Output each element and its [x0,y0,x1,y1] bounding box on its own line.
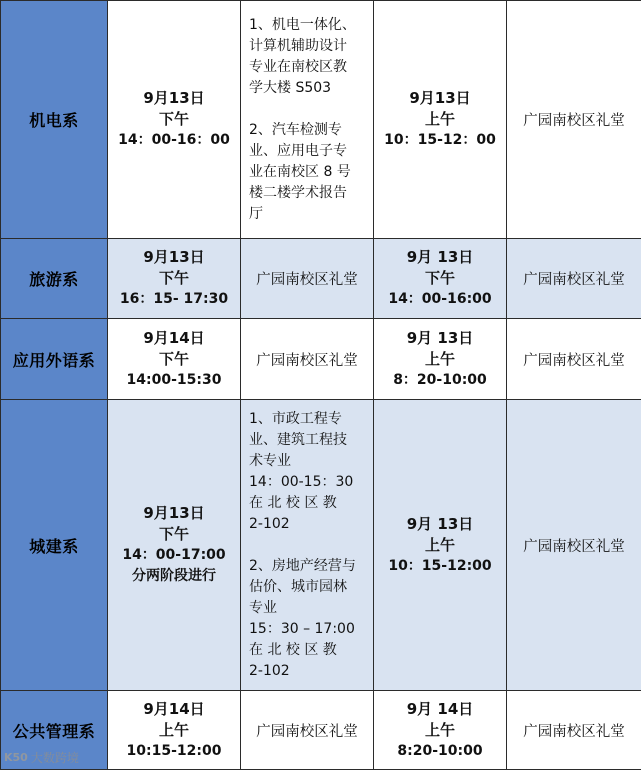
location-line: 业、建筑工程技 [249,431,347,448]
session-time-2 [374,691,507,770]
period: 下午 [424,269,455,287]
table-row [1,1,641,239]
location-line: 估价、城市园林 [249,578,347,595]
session-time [108,400,241,691]
session-location-2: 广园南校区礼堂 [507,691,641,770]
time-range: 14:00-15:30 [126,371,222,388]
department-name: 城建系 [1,400,108,691]
time-range: 10：15-12:00 [388,557,492,574]
date: 9月13日 [143,248,205,266]
session-location [241,400,374,691]
period: 下午 [158,525,189,543]
session-location-2: 广园南校区礼堂 [507,239,641,319]
session-time [108,239,241,319]
time-range: 10:15-12:00 [126,742,222,759]
session-location-2: 广园南校区礼堂 [507,400,641,691]
table-row [1,319,641,400]
date: 9月14日 [143,699,205,718]
session-location-2: 广园南校区礼堂 [507,1,641,239]
time-range: 10：15-12：00 [384,132,496,148]
session-time-2 [374,1,507,239]
location-line: 2-102 [249,662,290,679]
location-line: 专业 [249,599,277,616]
watermark [4,749,79,766]
session-time [108,1,241,239]
location-line: 在 北 校 区 教 [249,494,337,511]
department-name: 旅游系 [1,239,108,319]
location-line: 专业在南校区教 [249,58,347,75]
period: 上午 [158,720,189,739]
period: 下午 [158,269,189,287]
session-location-2: 广园南校区礼堂 [507,319,641,400]
location-line: 楼二楼学术报告 [249,184,347,201]
spacer [249,535,369,556]
session-time [108,691,241,770]
session-time [108,319,241,400]
time-range: 14：00-17:00 [122,547,226,563]
time-range: 8：20-10:00 [393,371,487,388]
date: 9月13日 [409,89,471,107]
date: 9月 14日 [406,699,474,718]
date: 9月 13日 [406,328,474,347]
note: 分两阶段进行 [132,568,216,584]
period: 上午 [424,720,455,739]
time-range: 14：00-16：00 [118,132,230,148]
date: 9月 13日 [406,248,474,266]
spacer [249,99,369,120]
location-line: 2-102 [249,515,290,532]
table-row [1,691,641,770]
table-row [1,239,641,319]
watermark-text: 大数跨境 [30,751,79,765]
location-line: 1、市政工程专 [249,410,342,427]
department-name: 公共管理系 [1,691,108,770]
location-line: 1、机电一体化、 [249,16,356,33]
location-line: 术专业 [249,452,291,469]
location-line: 在 北 校 区 教 [249,641,337,658]
session-time-2 [374,319,507,400]
location-line: 计算机辅助设计 [249,37,347,54]
location-line: 业在南校区 8 号 [249,163,351,180]
period: 下午 [158,349,189,368]
period: 下午 [158,110,189,128]
session-location: 广园南校区礼堂 [241,239,374,319]
period: 上午 [424,349,455,368]
location-line: 14：00-15：30 [249,473,354,490]
location-line: 学大楼 S503 [249,79,332,96]
location-line: 厅 [249,205,263,222]
time-range: 8:20-10:00 [397,742,483,759]
session-location: 广园南校区礼堂 [241,319,374,400]
date: 9月 13日 [406,514,474,533]
date: 9月14日 [143,328,205,347]
period: 上午 [424,535,455,554]
department-name: 机电系 [1,1,108,239]
table-row [1,400,641,691]
date: 9月13日 [143,504,205,522]
time-range: 14：00-16:00 [388,291,492,307]
location-line: 15：30 – 17:00 [249,620,355,637]
location-line: 业、应用电子专 [249,142,347,159]
department-name: 应用外语系 [1,319,108,400]
location-line: 2、房地产经营与 [249,557,356,574]
period: 上午 [424,110,455,128]
watermark-logo-icon: K50 [4,751,28,764]
session-location: 广园南校区礼堂 [241,691,374,770]
time-range: 16：15- 17:30 [119,291,229,307]
session-location [241,1,374,239]
location-line: 2、汽车检测专 [249,121,342,138]
date: 9月13日 [143,89,205,107]
session-time-2 [374,400,507,691]
session-time-2 [374,239,507,319]
